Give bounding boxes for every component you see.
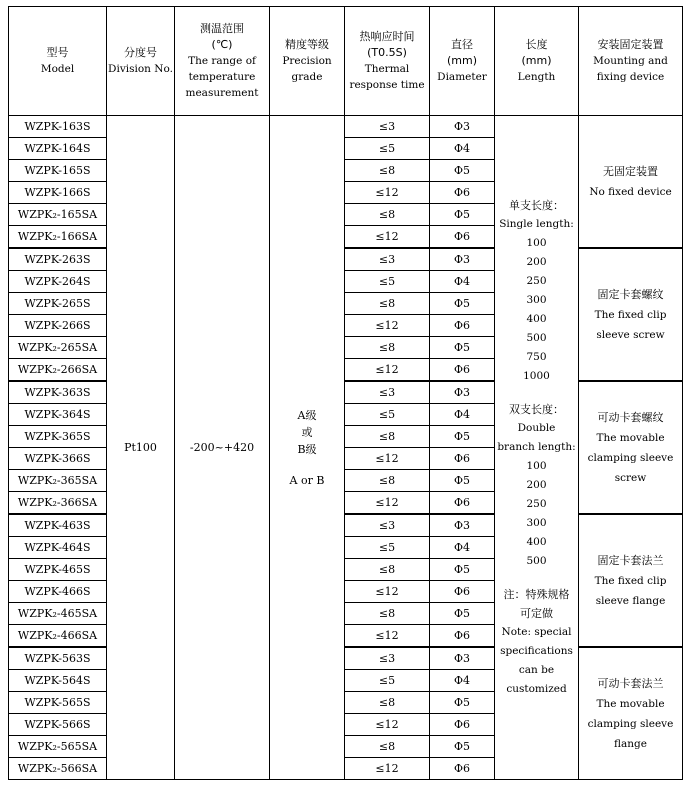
header-precision-zh: 精度等级 <box>285 38 329 51</box>
spec-table <box>8 6 683 780</box>
response-time-cell: ≤12 <box>345 315 430 337</box>
model-cell: WZPK₂-465SA <box>9 603 107 625</box>
diameter-cell: Φ6 <box>430 625 495 648</box>
precision-or: 或 <box>301 425 313 439</box>
note-en-1: Note: special <box>501 626 572 638</box>
response-time-cell: ≤12 <box>345 359 430 382</box>
header-diameter <box>430 7 495 116</box>
single-length-value: 100 <box>526 237 547 249</box>
response-time-cell: ≤3 <box>345 116 430 138</box>
response-time-cell: ≤5 <box>345 670 430 692</box>
model-cell: WZPK₂-265SA <box>9 337 107 359</box>
model-cell: WZPK₂-366SA <box>9 492 107 515</box>
header-diameter-en: Diameter <box>437 71 487 83</box>
response-time-cell: ≤8 <box>345 426 430 448</box>
model-cell: WZPK-465S <box>9 559 107 581</box>
response-time-cell: ≤8 <box>345 603 430 625</box>
temp-range-cell: -200~+420 <box>175 116 270 780</box>
header-mounting-zh: 安装固定装置 <box>597 38 664 51</box>
model-cell: WZPK-363S <box>9 381 107 404</box>
model-cell: WZPK-163S <box>9 116 107 138</box>
precision-a: A级 <box>297 408 317 422</box>
mounting-zh: 固定卡套螺纹 <box>597 287 664 301</box>
model-cell: WZPK₂-165SA <box>9 204 107 226</box>
response-time-cell: ≤5 <box>345 271 430 293</box>
mounting-en-line: sleeve flange <box>595 594 666 607</box>
division-cell: Pt100 <box>107 116 175 780</box>
diameter-cell: Φ4 <box>430 138 495 160</box>
header-response <box>345 7 430 116</box>
double-length-value: 400 <box>526 536 547 548</box>
double-length-value: 500 <box>526 555 547 567</box>
double-length-zh: 双支长度： <box>509 403 564 416</box>
model-cell: WZPK-365S <box>9 426 107 448</box>
single-length-value: 200 <box>526 256 547 268</box>
response-time-cell: ≤12 <box>345 758 430 780</box>
response-time-cell: ≤8 <box>345 293 430 315</box>
diameter-cell: Φ3 <box>430 116 495 138</box>
mounting-cell <box>579 116 683 249</box>
model-cell: WZPK₂-566SA <box>9 758 107 780</box>
diameter-cell: Φ5 <box>430 204 495 226</box>
header-precision <box>270 7 345 116</box>
header-row <box>9 7 683 116</box>
response-time-cell: ≤8 <box>345 470 430 492</box>
model-cell: WZPK-566S <box>9 714 107 736</box>
model-cell: WZPK-464S <box>9 537 107 559</box>
model-cell: WZPK-165S <box>9 160 107 182</box>
diameter-cell: Φ5 <box>430 736 495 758</box>
diameter-cell: Φ6 <box>430 714 495 736</box>
response-time-cell: ≤12 <box>345 714 430 736</box>
response-time-cell: ≤3 <box>345 647 430 670</box>
mounting-en-line: The fixed clip <box>594 308 667 321</box>
diameter-cell: Φ6 <box>430 581 495 603</box>
single-length-en: Single length: <box>499 218 574 230</box>
mounting-en-line: The movable <box>596 431 665 444</box>
table-row <box>9 116 683 138</box>
header-diameter-zh: 直径 (mm) <box>446 38 477 67</box>
model-cell: WZPK-264S <box>9 271 107 293</box>
response-time-cell: ≤12 <box>345 226 430 249</box>
response-time-cell: ≤8 <box>345 559 430 581</box>
response-time-cell: ≤5 <box>345 537 430 559</box>
single-length-zh: 单支长度： <box>509 199 564 212</box>
diameter-cell: Φ5 <box>430 426 495 448</box>
mounting-zh: 可动卡套法兰 <box>597 676 664 690</box>
diameter-cell: Φ3 <box>430 514 495 537</box>
response-time-cell: ≤12 <box>345 625 430 648</box>
header-model <box>9 7 107 116</box>
mounting-en-line: sleeve screw <box>596 328 665 341</box>
mounting-en-line: The fixed clip <box>594 574 667 587</box>
diameter-cell: Φ6 <box>430 448 495 470</box>
mounting-zh: 无固定装置 <box>603 164 658 178</box>
model-cell: WZPK-265S <box>9 293 107 315</box>
response-time-cell: ≤3 <box>345 381 430 404</box>
header-division-en: Division No. <box>108 63 173 75</box>
header-response-en: Thermal response time <box>349 63 425 91</box>
model-cell: WZPK₂-365SA <box>9 470 107 492</box>
mounting-cell <box>579 514 683 647</box>
mounting-en-line: No fixed device <box>589 185 672 198</box>
model-cell: WZPK₂-466SA <box>9 625 107 648</box>
diameter-cell: Φ5 <box>430 603 495 625</box>
diameter-cell: Φ4 <box>430 404 495 426</box>
diameter-cell: Φ5 <box>430 293 495 315</box>
diameter-cell: Φ4 <box>430 537 495 559</box>
precision-cell <box>270 116 345 780</box>
header-mounting-en: Mounting and fixing device <box>593 55 668 83</box>
mounting-cell <box>579 248 683 381</box>
model-cell: WZPK-263S <box>9 248 107 271</box>
model-cell: WZPK-563S <box>9 647 107 670</box>
model-cell: WZPK-564S <box>9 670 107 692</box>
model-cell: WZPK-364S <box>9 404 107 426</box>
response-time-cell: ≤3 <box>345 514 430 537</box>
mounting-zh: 可动卡套螺纹 <box>597 410 664 424</box>
model-cell: WZPK-266S <box>9 315 107 337</box>
precision-en: A or B <box>289 473 325 487</box>
response-time-cell: ≤8 <box>345 337 430 359</box>
response-time-cell: ≤8 <box>345 736 430 758</box>
diameter-cell: Φ5 <box>430 559 495 581</box>
single-length-value: 750 <box>526 351 547 363</box>
diameter-cell: Φ6 <box>430 758 495 780</box>
diameter-cell: Φ5 <box>430 692 495 714</box>
diameter-cell: Φ6 <box>430 359 495 382</box>
response-time-cell: ≤5 <box>345 404 430 426</box>
single-length-value: 500 <box>526 332 547 344</box>
spec-body <box>9 116 683 780</box>
header-length-en: Length <box>517 71 556 83</box>
note-zh-2: 可定做 <box>520 607 553 620</box>
single-length-value: 1000 <box>523 370 550 382</box>
model-cell: WZPK-565S <box>9 692 107 714</box>
response-time-cell: ≤12 <box>345 448 430 470</box>
single-length-value: 250 <box>526 275 547 287</box>
note-en-2: specifications <box>500 645 573 657</box>
double-length-en-2: branch length: <box>497 441 576 453</box>
header-division-zh: 分度号 <box>124 46 157 59</box>
precision-b: B级 <box>297 442 317 456</box>
model-cell: WZPK₂-166SA <box>9 226 107 249</box>
note-en-4: customized <box>506 683 567 695</box>
double-length-value: 250 <box>526 498 547 510</box>
header-model-zh: 型号 <box>46 46 69 59</box>
model-cell: WZPK₂-266SA <box>9 359 107 382</box>
mounting-en-line: flange <box>614 737 647 750</box>
note-en-3: can be <box>518 664 555 676</box>
response-time-cell: ≤8 <box>345 204 430 226</box>
header-length-zh: 长度 (mm) <box>521 38 552 67</box>
model-cell: WZPK-164S <box>9 138 107 160</box>
mounting-en-line: clamping sleeve <box>587 717 674 730</box>
model-cell: WZPK-466S <box>9 581 107 603</box>
response-time-cell: ≤5 <box>345 138 430 160</box>
header-division <box>107 7 175 116</box>
header-response-zh: 热响应时间 (T0.5S) <box>359 30 415 59</box>
double-length-value: 300 <box>526 517 547 529</box>
response-time-cell: ≤12 <box>345 581 430 603</box>
note-zh-1: 注：特殊规格 <box>503 588 570 601</box>
response-time-cell: ≤12 <box>345 182 430 204</box>
mounting-en-line: The movable <box>596 697 665 710</box>
double-length-en-1: Double <box>517 422 556 434</box>
double-length-value: 200 <box>526 479 547 491</box>
diameter-cell: Φ6 <box>430 315 495 337</box>
mounting-en-line: clamping sleeve <box>587 451 674 464</box>
mounting-en-line: screw <box>614 471 647 484</box>
length-cell <box>495 116 579 780</box>
header-length <box>495 7 579 116</box>
response-time-cell: ≤3 <box>345 248 430 271</box>
header-temp-range-en: The range of temperature measurement <box>185 55 259 99</box>
diameter-cell: Φ5 <box>430 470 495 492</box>
diameter-cell: Φ6 <box>430 226 495 249</box>
model-cell: WZPK-463S <box>9 514 107 537</box>
response-time-cell: ≤12 <box>345 492 430 515</box>
header-precision-en: Precision grade <box>282 55 332 83</box>
diameter-cell: Φ6 <box>430 182 495 204</box>
diameter-cell: Φ5 <box>430 337 495 359</box>
diameter-cell: Φ3 <box>430 647 495 670</box>
diameter-cell: Φ5 <box>430 160 495 182</box>
header-model-en: Model <box>40 63 75 75</box>
header-mounting <box>579 7 683 116</box>
mounting-cell <box>579 647 683 780</box>
double-length-value: 100 <box>526 460 547 472</box>
diameter-cell: Φ3 <box>430 381 495 404</box>
response-time-cell: ≤8 <box>345 692 430 714</box>
diameter-cell: Φ4 <box>430 670 495 692</box>
diameter-cell: Φ6 <box>430 492 495 515</box>
model-cell: WZPK-366S <box>9 448 107 470</box>
header-temp-range <box>175 7 270 116</box>
mounting-zh: 固定卡套法兰 <box>597 553 664 567</box>
diameter-cell: Φ3 <box>430 248 495 271</box>
model-cell: WZPK₂-565SA <box>9 736 107 758</box>
single-length-value: 300 <box>526 294 547 306</box>
model-cell: WZPK-166S <box>9 182 107 204</box>
response-time-cell: ≤8 <box>345 160 430 182</box>
single-length-value: 400 <box>526 313 547 325</box>
mounting-cell <box>579 381 683 514</box>
header-temp-range-zh: 测温范围 (℃) <box>200 22 244 51</box>
diameter-cell: Φ4 <box>430 271 495 293</box>
